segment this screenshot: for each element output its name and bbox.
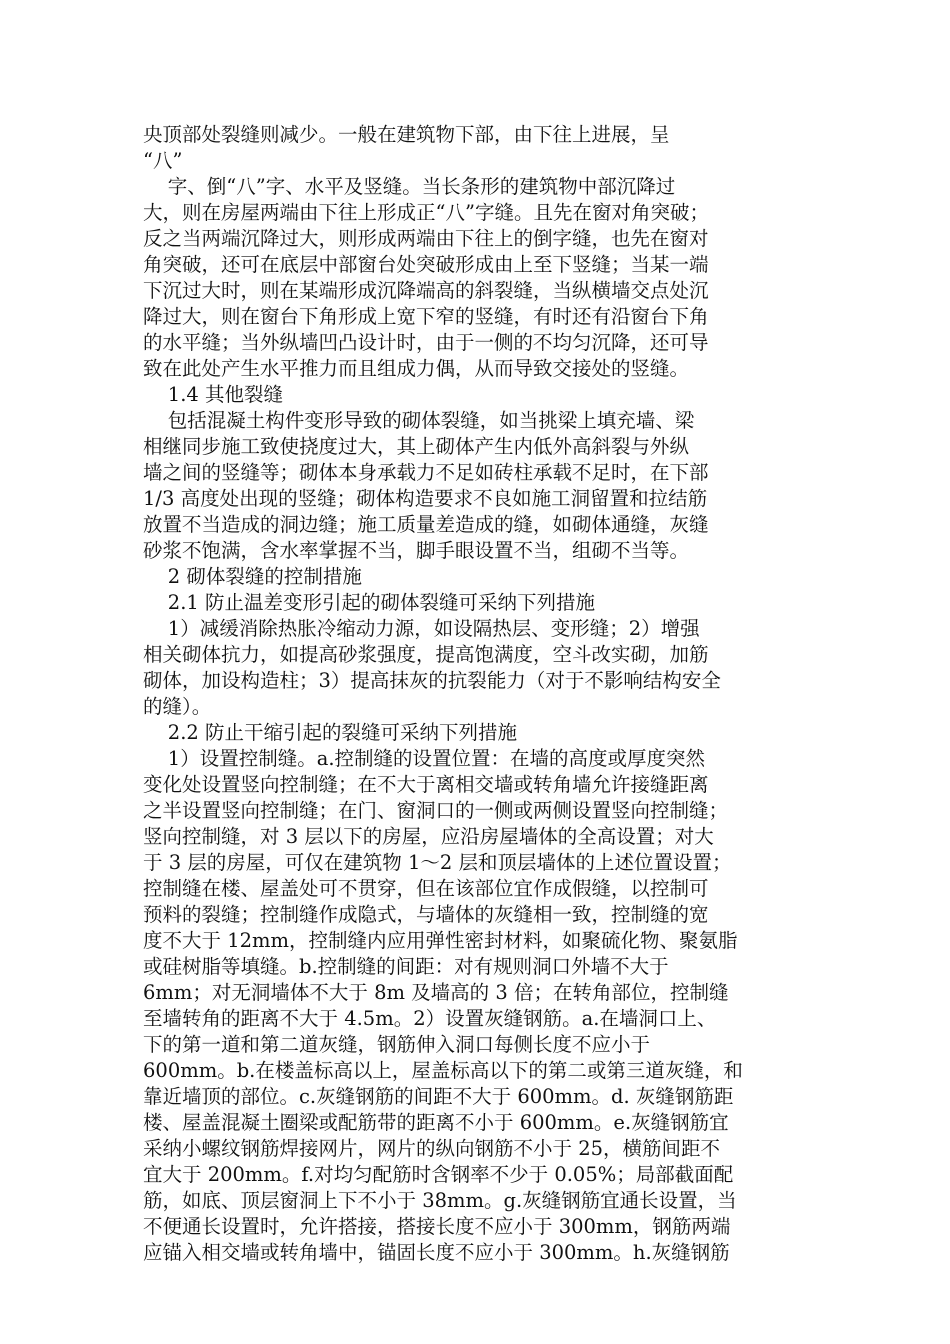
section-heading: 1.4 其他裂缝: [143, 383, 284, 406]
text-line: 至墙转角的距离不大于 4.5m。2）设置灰缝钢筋。a.在墙洞口上、: [143, 1007, 717, 1030]
text-line: 砂浆不饱满，含水率掌握不当，脚手眼设置不当，组砌不当等。: [143, 539, 690, 562]
text-line: 反之当两端沉降过大，则形成两端由下往上的倒字缝，也先在窗对: [143, 227, 709, 250]
text-line: 不便通长设置时，允许搭接，搭接长度不应小于 300mm，钢筋两端: [143, 1215, 731, 1238]
text-line: 楼、屋盖混凝土圈梁或配筋带的距离不小于 600mm。e.灰缝钢筋宜: [143, 1111, 729, 1134]
text-line: 之半设置竖向控制缝；在门、窗洞口的一侧或两侧设置竖向控制缝；: [143, 799, 729, 822]
text-line: 应锚入相交墙或转角墙中，锚固长度不应小于 300mm。h.灰缝钢筋: [143, 1241, 730, 1264]
text-line: 角突破，还可在底层中部窗台处突破形成由上至下竖缝；当某一端: [143, 253, 709, 276]
text-line: 控制缝在楼、屋盖处可不贯穿，但在该部位宜作成假缝，以控制可: [143, 877, 709, 900]
text-line: 降过大，则在窗台下角形成上宽下窄的竖缝，有时还有沿窗台下角: [143, 305, 709, 328]
text-line: 筋，如底、顶层窗洞上下不小于 38mm。g.灰缝钢筋宜通长设置，当: [143, 1189, 737, 1212]
text-line: 宜大于 200mm。f.对均匀配筋时含钢率不少于 0.05%；局部截面配: [143, 1163, 734, 1186]
text-line: 600mm。b.在楼盖标高以上，屋盖标高以下的第二或第三道灰缝，和: [143, 1059, 743, 1082]
text-line: 的水平缝；当外纵墙凹凸设计时，由于一侧的不均匀沉降，还可导: [143, 331, 709, 354]
text-line: 央顶部处裂缝则减少。一般在建筑物下部，由下往上进展，呈: [143, 123, 670, 146]
text-line: 变化处设置竖向控制缝；在不大于离相交墙或转角墙允许接缝距离: [143, 773, 709, 796]
section-heading: 2 砌体裂缝的控制措施: [143, 565, 362, 588]
text-line: 包括混凝土构件变形导致的砌体裂缝，如当挑梁上填充墙、梁: [143, 409, 695, 432]
text-line: 6mm；对无洞墙体不大于 8m 及墙高的 3 倍；在转角部位，控制缝: [143, 981, 729, 1004]
text-line: 1）设置控制缝。a.控制缝的设置位置：在墙的高度或厚度突然: [143, 747, 706, 770]
text-line: 相继同步施工致使挠度过大，其上砌体产生内低外高斜裂与外纵: [143, 435, 690, 458]
text-line: 1/3 高度处出现的竖缝；砌体构造要求不良如施工洞留置和拉结筋: [143, 487, 708, 510]
text-line: 砌体，加设构造柱；3）提高抹灰的抗裂能力（对于不影响结构安全: [143, 669, 721, 692]
text-line: “八”: [143, 149, 183, 172]
text-line: 放置不当造成的洞边缝；施工质量差造成的缝，如砌体通缝，灰缝: [143, 513, 709, 536]
text-line: 度不大于 12mm，控制缝内应用弹性密封材料，如聚硫化物、聚氨脂: [143, 929, 738, 952]
text-line: 下的第一道和第二道灰缝，钢筋伸入洞口每侧长度不应小于: [143, 1033, 651, 1056]
text-line: 于 3 层的房屋，可仅在建筑物 1～2 层和顶层墙体的上述位置设置；: [143, 851, 732, 874]
text-line: 下沉过大时，则在某端形成沉降端高的斜裂缝，当纵横墙交点处沉: [143, 279, 709, 302]
text-line: 的缝）。: [143, 695, 212, 718]
text-line: 相关砌体抗力，如提高砂浆强度，提高饱满度，空斗改实砌，加筋: [143, 643, 709, 666]
text-line: 竖向控制缝，对 3 层以下的房屋，应沿房屋墙体的全高设置；对大: [143, 825, 714, 848]
section-heading: 2.1 防止温差变形引起的砌体裂缝可采纳下列措施: [143, 591, 596, 614]
text-line: 预料的裂缝；控制缝作成隐式，与墙体的灰缝相一致，控制缝的宽: [143, 903, 709, 926]
document-body: [143, 122, 813, 1266]
text-line: 靠近墙顶的部位。c.灰缝钢筋的间距不大于 600mm。d. 灰缝钢筋距: [143, 1085, 734, 1108]
text-line: 1）减缓消除热胀冷缩动力源，如设隔热层、变形缝；2）增强: [143, 617, 700, 640]
text-line: 采纳小螺纹钢筋焊接网片，网片的纵向钢筋不小于 25，横筋间距不: [143, 1137, 721, 1160]
section-heading: 2.2 防止干缩引起的裂缝可采纳下列措施: [143, 721, 518, 744]
text-line: 或硅树脂等填缝。b.控制缝的间距：对有规则洞口外墙不大于: [143, 955, 669, 978]
text-line: 字、倒“八”字、水平及竖缝。当长条形的建筑物中部沉降过: [143, 175, 676, 198]
text-line: 致在此处产生水平推力而且组成力偶，从而导致交接处的竖缝。: [143, 357, 690, 380]
text-line: 墙之间的竖缝等；砌体本身承载力不足如砖柱承载不足时，在下部: [143, 461, 709, 484]
text-line: 大，则在房屋两端由下往上形成正“八”字缝。且先在窗对角突破；: [143, 201, 709, 224]
